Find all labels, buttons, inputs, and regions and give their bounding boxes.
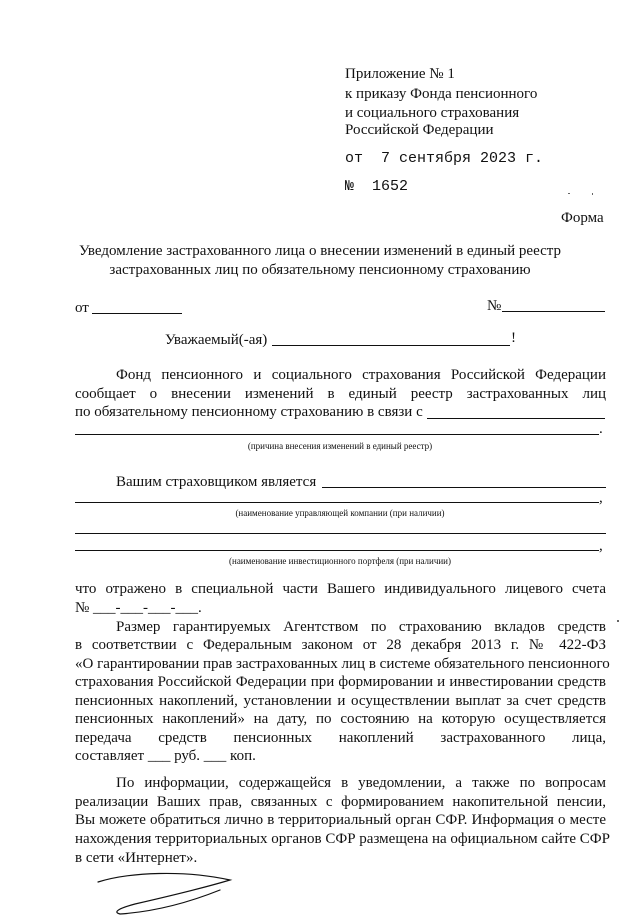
- portfolio-field-line-1: [75, 533, 606, 534]
- order-number: № 1652: [345, 178, 409, 195]
- order-reference: к приказу Фонда пенсионного: [345, 86, 538, 102]
- reason-period: .: [599, 421, 603, 437]
- portfolio-comma: ,: [599, 538, 603, 554]
- para3-line-3: Вы можете обратиться лично в территориальный орган СФР. Информация о месте: [75, 812, 606, 828]
- order-reference-2: и социального страхования: [345, 105, 520, 121]
- para3-line-5: в сети «Интернет».: [75, 850, 198, 866]
- reason-field-line-2: [75, 434, 599, 435]
- para2-line-2: в соответствии с Федеральным законом от 28 декабря 2013 г. № 422-ФЗ: [75, 637, 606, 653]
- signature-mark: [90, 868, 240, 918]
- para2-line-5: пенсионных накоплений, установлении и осуществлении выплат за счет средств: [75, 693, 606, 709]
- insurer-comma: ,: [599, 490, 603, 506]
- scan-speck: [568, 193, 570, 194]
- insurer-field-line-1: [322, 487, 606, 488]
- from-label: от: [75, 300, 89, 316]
- form-label: Форма: [561, 210, 604, 226]
- para3-line-2: реализации Ваших прав, связанных с формированием накопительной пенсии,: [75, 794, 606, 810]
- number-field-line: [502, 311, 605, 312]
- reason-field-line-1: [427, 418, 605, 419]
- account-number: № ___-___-___-___.: [75, 600, 202, 616]
- para3-line-4: нахождения территориальных органов СФР размещена на официальном сайте СФР: [75, 831, 610, 847]
- title-line-2: застрахованных лиц по обязательному пенсионному страхованию: [109, 262, 531, 278]
- para1-line-2: сообщает о внесении изменений в единый реестр застрахованных лиц: [75, 386, 606, 402]
- para2-line-3: «О гарантировании прав застрахованных лиц в системе обязательного пенсионного: [75, 656, 610, 672]
- date-field-line: [92, 313, 182, 314]
- greeting-end: !: [511, 330, 516, 346]
- para3-line-1: По информации, содержащейся в уведомлении, а также по вопросам: [116, 775, 606, 791]
- scan-speck: [592, 193, 593, 195]
- account-line-1: что отражено в специальной части Вашего индивидуального лицевого счета: [75, 581, 606, 597]
- greeting: Уважаемый(-ая): [165, 332, 268, 348]
- caption-company: (наименование управляющей компании (при наличии): [235, 508, 445, 518]
- para2-line-1: Размер гарантируемых Агентством по страхованию вкладов средств: [116, 619, 606, 635]
- para2-line-7: передача средств пенсионных накоплений застрахованного лица,: [75, 730, 606, 746]
- number-label: №: [487, 298, 502, 314]
- appendix-number: Приложение № 1: [345, 66, 455, 82]
- para2-line-6: пенсионных накоплений» на дату, по состоянию на которую осуществляется: [75, 711, 606, 727]
- title-line-1: Уведомление застрахованного лица о внесении изменений в единый реестр: [78, 243, 561, 259]
- para2-line-4: страхования Российской Федерации при формировании и инвестировании средств: [75, 674, 606, 690]
- caption-reason: (причина внесения изменений в единый реестр): [247, 441, 433, 451]
- recipient-name-line: [272, 345, 510, 346]
- para1-line-1: Фонд пенсионного и социального страхования Российской Федерации: [116, 367, 606, 383]
- caption-portfolio: (наименование инвестиционного портфеля (при наличии): [229, 556, 451, 566]
- para1-line-3: по обязательному пенсионному страхованию в связи с: [75, 404, 423, 420]
- scan-speck: [617, 620, 619, 622]
- portfolio-field-line-2: [75, 550, 599, 551]
- order-reference-3: Российской Федерации: [345, 122, 494, 138]
- order-date: от 7 сентября 2023 г.: [345, 150, 544, 167]
- insurer-field-line-2: [75, 502, 599, 503]
- para2-line-8: составляет ___ руб. ___ коп.: [75, 748, 256, 764]
- insurer-label: Вашим страховщиком является: [116, 474, 317, 490]
